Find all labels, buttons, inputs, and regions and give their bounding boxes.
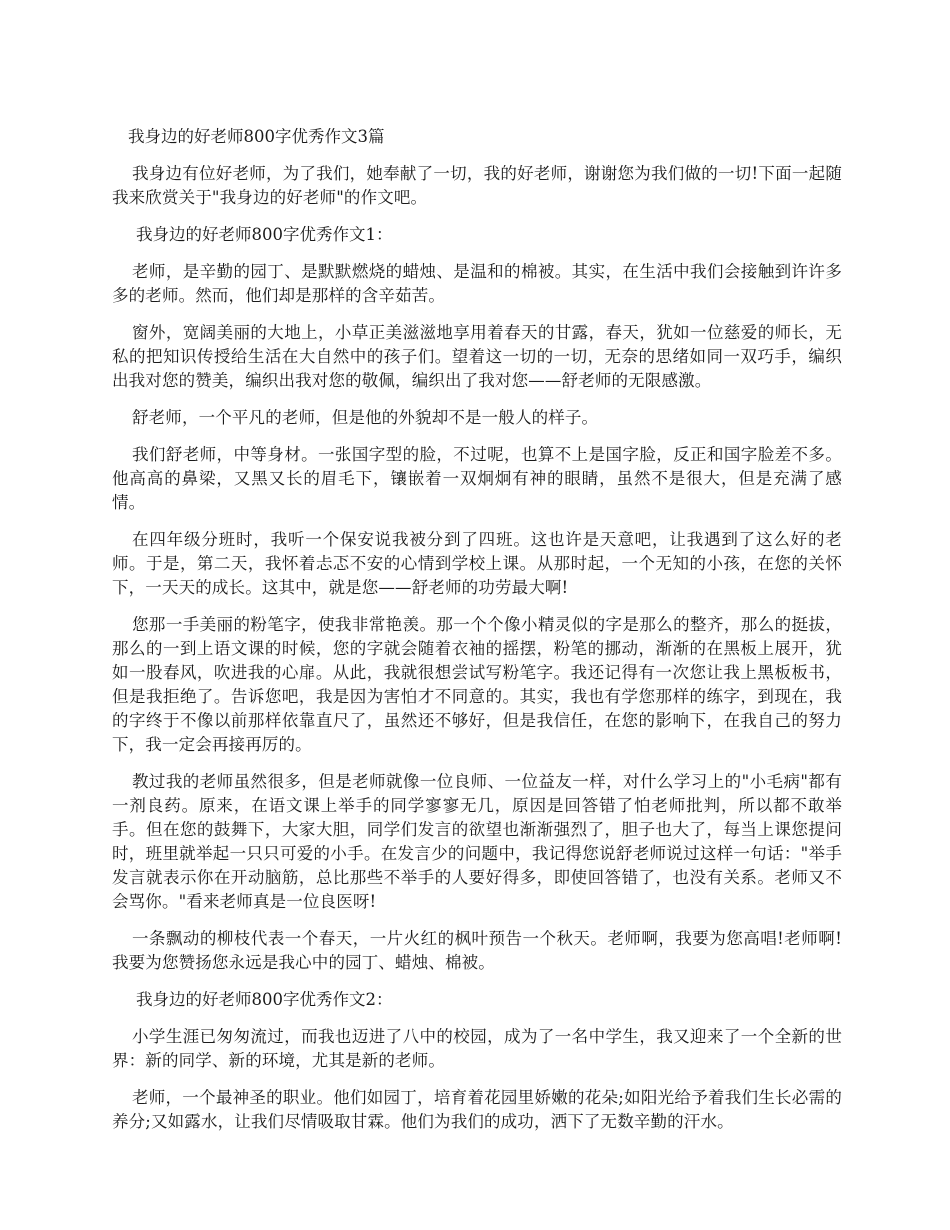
essay-1-paragraph: 教过我的老师虽然很多，但是老师就像一位良师、一位益友一样，对什么学习上的"小毛病"都有一剂良药。原来，在语文课上举手的同学寥寥无几，原因是回答错了怕老师批判，所以都不敢举手。但在您的鼓舞下，大家大胆，同学们发言的欲望也渐渐强烈了，胆子也大了，每当上课您提问时，班里就举起一只只可爱的小手。在发言少的问题中，我记得您说舒老师说过这样一句话："举手发言就表示你在开动脑筋，总比那些不举手的人要好得多，即使回答错了，也没有关系。老师又不会骂你。"看来老师真是一位良医呀! [112,772,842,911]
essay-2-paragraph: 老师，一个最神圣的职业。他们如园丁，培育着花园里娇嫩的花朵;如阳光给予着我们生长必需的养分;又如露水，让我们尽情吸取甘霖。他们为我们的成功，洒下了无数辛勤的汗水。 [112,1088,842,1131]
essay-1-paragraph: 窗外，宽阔美丽的大地上，小草正美滋滋地享用着春天的甘露，春天，犹如一位慈爱的师长，无私的把知识传授给生活在大自然中的孩子们。望着这一切的一切，无奈的思绪如同一双巧手，编织出我对您的赞美，编织出我对您的敬佩，编织出了我对您——舒老师的无限感激。 [112,323,842,390]
essay-2-heading: 我身边的好老师800字优秀作文2： [136,990,393,1009]
document-page [112,125,842,1147]
essay-1-paragraph: 您那一手美丽的粉笔字，使我非常艳羡。那一个个像小精灵似的字是那么的整齐，那么的挺拔，那么的一到上语文课的时候，您的字就会随着衣袖的摇摆，粉笔的挪动，渐渐的在黑板上展开，犹如一股春风，吹进我的心扉。从此，我就很想尝试写粉笔字。我还记得有一次您让我上黑板板书，但是我拒绝了。告诉您吧，我是因为害怕才不同意的。其实，我也有学您那样的练字，到现在，我的字终于不像以前那样依靠直尺了，虽然还不够好，但是我信任，在您的影响下，在我自己的努力下，我一定会再接再厉的。 [112,615,842,754]
essay-1-heading: 我身边的好老师800字优秀作文1： [136,225,393,244]
essay-2-paragraph: 小学生涯已匆匆流过，而我也迈进了八中的校园，成为了一名中学生，我又迎来了一个全新的世界：新的同学、新的环境，尤其是新的老师。 [112,1027,842,1070]
document-title: 我身边的好老师800字优秀作文3篇 [128,127,385,146]
essay-1-paragraph: 一条飘动的柳枝代表一个春天，一片火红的枫叶预告一个秋天。老师啊，我要为您高唱!老师啊!我要为您赞扬您永远是我心中的园丁、蜡烛、棉被。 [112,929,842,972]
intro-paragraph: 我身边有位好老师，为了我们，她奉献了一切，我的好老师，谢谢您为我们做的一切!下面一起随我来欣赏关于"我身边的好老师"的作文吧。 [112,164,842,207]
essay-1-paragraph: 在四年级分班时，我听一个保安说我被分到了四班。这也许是天意吧，让我遇到了这么好的老师。于是，第二天，我怀着忐忑不安的心情到学校上课。从那时起，一个无知的小孩，在您的关怀下，一天天的成长。这其中，就是您——舒老师的功劳最大啊! [112,530,842,597]
essay-1-paragraph: 舒老师，一个平凡的老师，但是他的外貌却不是一般人的样子。 [132,408,599,427]
essay-1-paragraph: 老师，是辛勤的园丁、是默默燃烧的蜡烛、是温和的棉被。其实，在生活中我们会接触到许许多多的老师。然而，他们却是那样的含辛茹苦。 [112,262,842,305]
essay-1-paragraph: 我们舒老师，中等身材。一张国字型的脸，不过呢，也算不上是国字脸，反正和国字脸差不多。他高高的鼻梁，又黑又长的眉毛下，镶嵌着一双炯炯有神的眼睛，虽然不是很大，但是充满了感情。 [112,445,842,512]
